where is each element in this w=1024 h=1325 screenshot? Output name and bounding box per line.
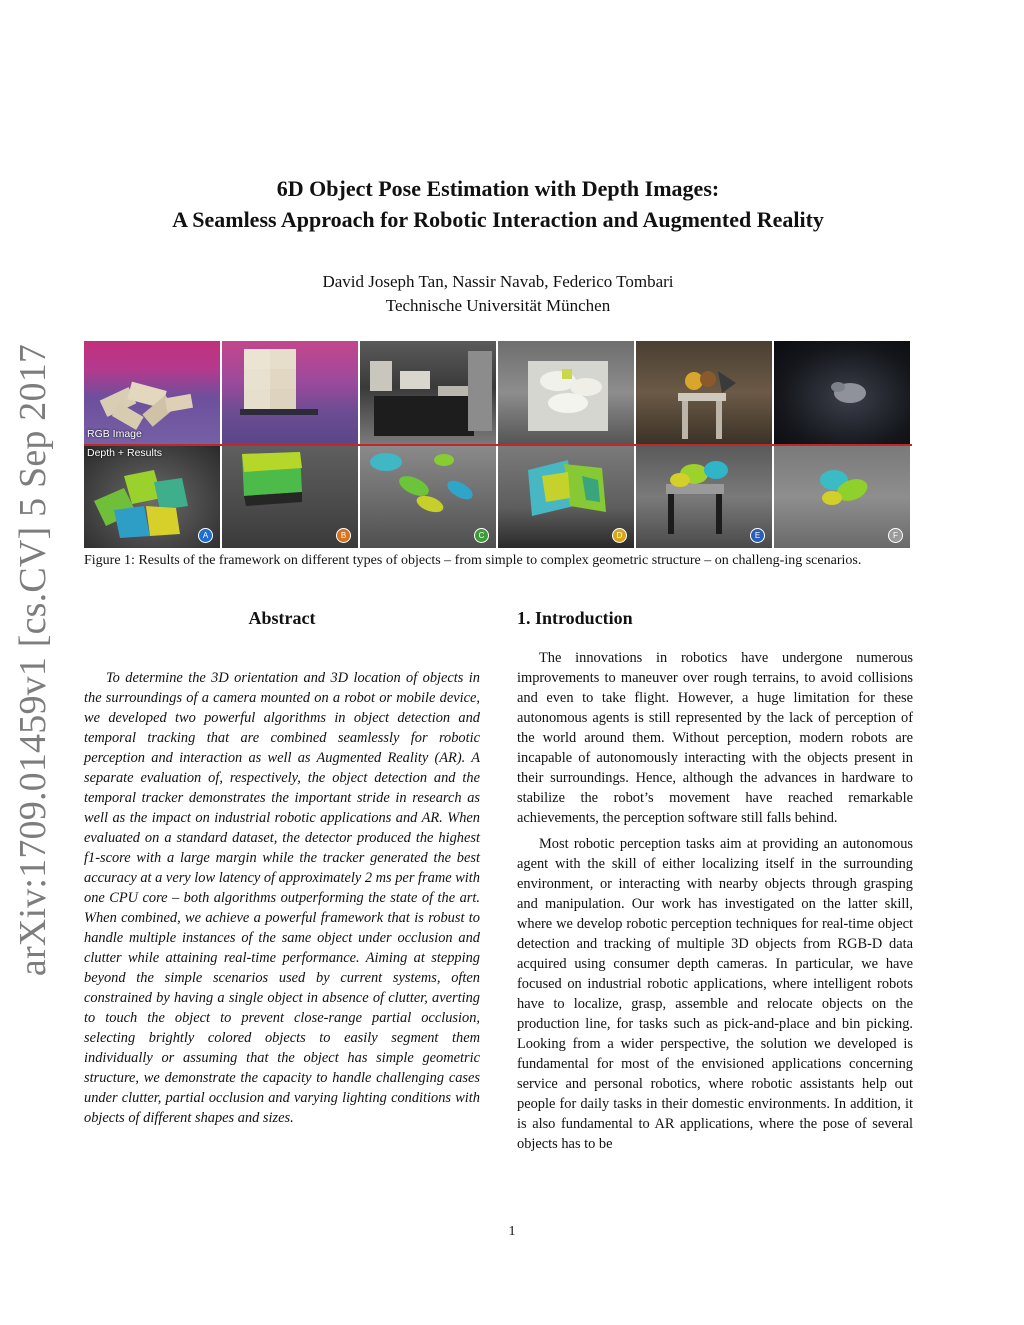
depth-row-label: Depth + Results — [87, 447, 162, 459]
panel-f-rgb-image — [774, 341, 910, 444]
panel-e-rgb-image — [636, 341, 772, 444]
figure-row-divider — [84, 444, 912, 446]
abstract-text: To determine the 3D orientation and 3D location of objects in the surroundings of a camera mounted on a robot or mobile device, we developed two powerful algorithms in object detection and temporal tracking that are combined seamlessly for robotic perception and interaction as well as Augmented Reality (AR). A separate evaluation of, respectively, the object detection and the temporal tracker demonstrates the important stride in research as well as the impact on industrial robotic applications and AR. When evaluated on a standard dataset, the detector produced the highest f1-score with a large margin while the tracker generated the best accuracy at a very low latency of approximately 2 ms per frame with one CPU core – both algorithms outperforming the state of the art. When combined, we achieve a powerful framework that is robust to handle multiple instances of the same object under occlusion and clutter while attaining real-time performance. Aiming at stepping beyond the simple scenarios used by current systems, often constrained by having a single object in absence of clutter, averting to touch the object to prevent close-range partial occlusion, selecting brightly colored objects to easily segment them individually or assuming that the object has simple geometric structure, we demonstrate the capacity to handle challenging cases under clutter, partial occlusion and varying lighting conditions with objects of different shapes and sizes. — [84, 670, 480, 1126]
panel-d-badge: D — [612, 528, 627, 543]
panel-d-rgb-image — [498, 341, 634, 444]
figure-1 — [84, 341, 912, 548]
title-line-2: A Seamless Approach for Robotic Interaction and Augmented Reality — [172, 207, 824, 232]
paper-title — [84, 173, 912, 235]
introduction-paragraph-2: Most robotic perception tasks aim at providing an autonomous agent with the skill of either localizing itself in the surrounding environment, or interacting with nearby objects through grasping and manipulation. Our work has investigated on the latter skill, where we develop robotic perception techniques for real-time object detection and tracking of multiple 3D objects from RGB-D data acquired using consumer depth cameras. In particular, we have focused on industrial robotic applications, where intelligent robots have to localize, grasp, assemble and relocate objects on the production line, for tasks such as pick-and-place and bin picking. Looking from a wider perspective, the solution we developed is fundamental for most of the envisioned applications concerning service and personal robotics, where robotic assistants help out people for daily tasks in their domestic environments. In addition, it is also fundamental to AR applications, where the pose of several objects has to be — [517, 836, 913, 1152]
author-names: David Joseph Tan, Nassir Navab, Federico Tombari — [322, 272, 674, 291]
rgb-row-label: RGB Image — [87, 428, 142, 440]
panel-b-badge: B — [336, 528, 351, 543]
panel-f-badge: F — [888, 528, 903, 543]
abstract-heading: Abstract — [248, 608, 316, 628]
panel-b-rgb-image — [222, 341, 358, 444]
arxiv-side-stamp — [10, 343, 56, 977]
panel-c-rgb-image — [360, 341, 496, 444]
affiliation: Technische Universität München — [385, 296, 611, 315]
figure-caption: Figure 1: Results of the framework on different types of objects – from simple to complex geometric structure – on challeng-ing scenarios. — [84, 553, 862, 568]
author-block — [84, 270, 912, 318]
title-line-1: 6D Object Pose Estimation with Depth Images: — [276, 176, 720, 201]
introduction-body — [517, 648, 913, 1160]
introduction-heading: 1. Introduction — [517, 608, 633, 628]
panel-c-badge: C — [474, 528, 489, 543]
page-number: 1 — [508, 1224, 516, 1239]
panel-a-badge: A — [198, 528, 213, 543]
arxiv-stamp-text: arXiv:1709.01459v1 [cs.CV] 5 Sep 2017 — [12, 343, 55, 977]
panel-e-badge: E — [750, 528, 765, 543]
introduction-paragraph-1: The innovations in robotics have undergone numerous improvements to maneuver over rough terrains, to avoid collisions and even to take flight. However, a huge limitation for these autonomous agents is still represented by the lack of perception of the world around them. Without perception, modern robots are incapable of autonomously interacting with the objects present in their surroundings. Hence, although the advances in hardware to stabilize the robot’s movement have reached remarkable achievements, the perception software still falls behind. — [517, 650, 913, 826]
